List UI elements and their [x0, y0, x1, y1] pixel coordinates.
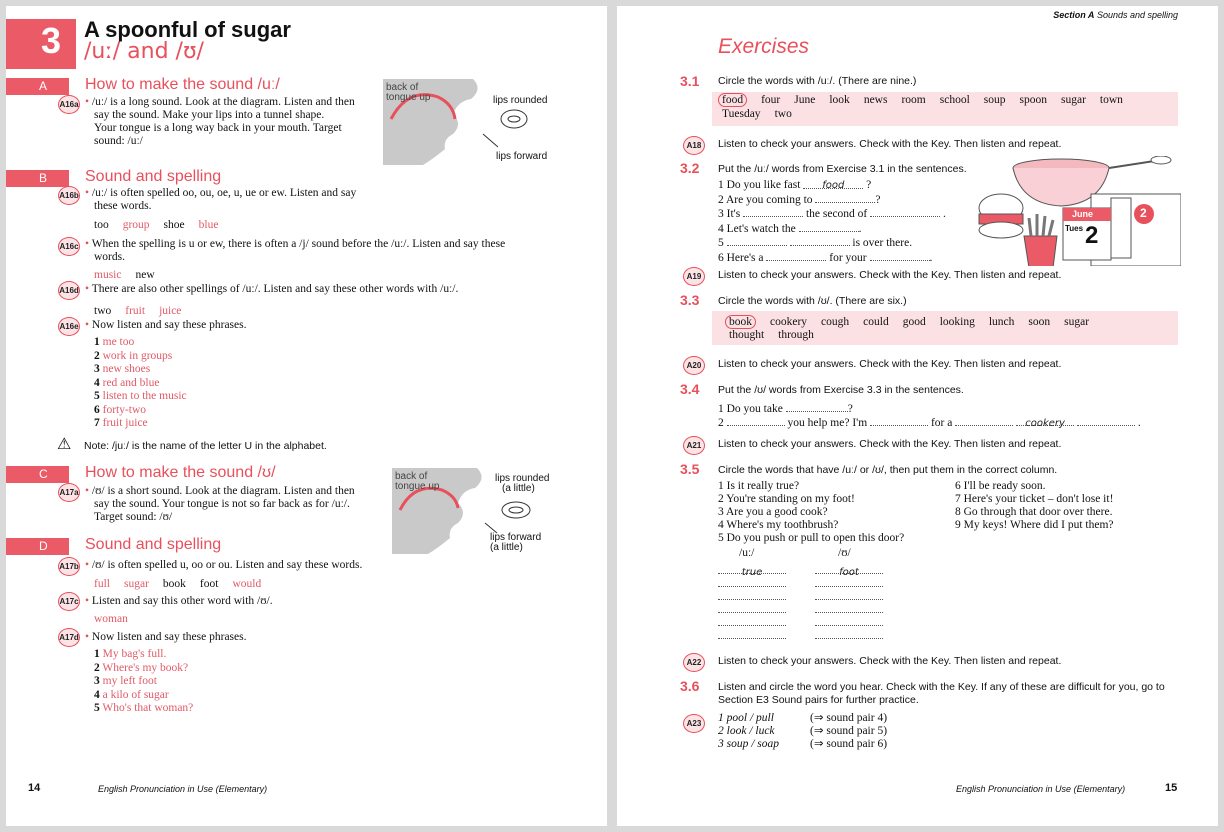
text-line: There are also other spellings of /uː/. Listen and say these other words with /uː/. [91, 283, 459, 295]
audio-badge[interactable]: A17a [58, 483, 80, 502]
phrase: My bag's full. [102, 648, 167, 660]
diagram-label: lips rounded [493, 95, 548, 106]
answer-field[interactable] [727, 416, 785, 426]
word: woman [94, 613, 128, 625]
word: foot [199, 578, 219, 590]
sentence-text: ? [847, 403, 853, 415]
handwritten-answer: foot [839, 567, 859, 578]
word: group [122, 219, 150, 231]
word[interactable]: could [863, 316, 889, 328]
word: full [94, 578, 110, 590]
audio-badge[interactable]: A16a [58, 95, 80, 114]
answer-field[interactable] [799, 222, 859, 232]
sentence-text: you help me? I'm [787, 417, 868, 429]
word[interactable]: through [778, 329, 814, 341]
listen-text: Listen to check your answers. Check with the Key. Then listen and repeat. [718, 269, 1062, 281]
sentence-item[interactable]: 7 Here's your ticket – don't lose it! [955, 493, 1114, 505]
text-line: /ʊ/ is often spelled u, oo or ou. Listen and say these words. [91, 559, 363, 571]
sentence-list [718, 402, 1141, 430]
audio-badge[interactable]: A18 [683, 136, 705, 155]
diagram-label: back of [395, 471, 428, 482]
answer-field[interactable] [815, 600, 883, 613]
exercise-illustration [961, 156, 1181, 266]
sound-pair-link[interactable]: (⇒ sound pair 5) [810, 725, 888, 737]
left-page [6, 6, 607, 826]
warning-icon: ⚠ [57, 436, 72, 453]
text-line: When the spelling is u or ew, there is often a /j/ sound before the /uː/. Listen and say these [91, 238, 506, 250]
answer-field[interactable] [718, 562, 786, 578]
exercise-number: 3.2 [680, 160, 700, 176]
text-line: Now listen and say these phrases. [91, 631, 247, 643]
sentence-text: for your [829, 251, 867, 264]
section-letter: A [39, 79, 48, 93]
answer-field[interactable] [718, 600, 786, 613]
word: fruit [125, 305, 146, 317]
listen-text: Listen to check your answers. Check with the Key. Then listen and repeat. [718, 138, 1062, 150]
answer-field[interactable] [803, 179, 863, 189]
word[interactable]: thought [729, 329, 765, 341]
sentence-item[interactable]: 5 Do you push or pull to open this door? [718, 532, 905, 544]
diagram-label: (a little) [502, 483, 535, 494]
word-row [718, 94, 1137, 107]
sentence-text: 1 Do you take [718, 403, 783, 415]
audio-badge[interactable]: A16e [58, 317, 80, 336]
text-line: /uː/ is often spelled oo, ou, oe, u, ue or ew. Listen and say [91, 187, 357, 199]
text-line: Listen and say this other word with /ʊ/. [91, 595, 273, 607]
answer-field[interactable] [1016, 416, 1074, 429]
sentence-list [718, 179, 946, 265]
word: two [94, 305, 112, 317]
phrase-list: 1 My bag's full. 2 Where's my book? 3 my left foot 4 a kilo of sugar 5 Who's that woman? [94, 648, 194, 714]
exercise-number: 3.4 [680, 381, 700, 397]
unit-subtitle: /uː/ and /ʊ/ [84, 39, 204, 64]
listen-text: Listen to check your answers. Check with the Key. Then listen and repeat. [718, 655, 1062, 667]
word[interactable]: sugar [1060, 94, 1086, 106]
sentence-text: . [858, 222, 862, 235]
word[interactable]: looking [939, 316, 975, 328]
column-head: /uː/ [739, 547, 755, 559]
word[interactable]: school [939, 94, 970, 106]
answer-field[interactable] [815, 193, 875, 203]
page-number: 14 [28, 782, 41, 794]
phrase: forty-two [102, 403, 147, 416]
phrase: fruit juice [102, 417, 148, 429]
answer-field[interactable] [718, 626, 786, 639]
footer-title: English Pronunciation in Use (Elementary) [956, 784, 1126, 794]
text-line: say the sound. Your tongue is not so far back as for /uː/. [94, 498, 350, 510]
word[interactable]: soup [983, 94, 1006, 106]
section-d-tab [6, 538, 69, 555]
text-line: these words. [94, 200, 152, 212]
text-line: say the sound. Make your lips into a tunnel shape. [94, 109, 325, 121]
handwritten-answer: true [741, 567, 763, 578]
right-page [617, 6, 1218, 826]
audio-badge[interactable]: A16c [58, 237, 80, 256]
word[interactable]: good [902, 316, 926, 328]
audio-badge[interactable]: A20 [683, 356, 705, 375]
header-title: Sounds and spelling [1096, 10, 1178, 20]
sentence-list-left [718, 480, 904, 545]
sentence-item[interactable]: 8 Go through that door over there. [955, 506, 1113, 518]
handwritten-answer: food [822, 180, 845, 191]
instruction: Circle the words that have /uː/ or /ʊ/, then put them in the correct column. [718, 464, 1058, 476]
diagram-label: lips forward [496, 151, 548, 162]
word[interactable]: four [761, 94, 781, 106]
column-head: /ʊ/ [838, 547, 851, 559]
word-list [94, 578, 275, 591]
word[interactable]: news [863, 94, 888, 106]
calendar-day: Tues [1065, 224, 1084, 233]
section-d-heading: Sound and spelling [85, 536, 222, 553]
diagram-u [392, 468, 550, 554]
answer-field[interactable] [815, 587, 883, 600]
instruction [718, 681, 1165, 707]
diagram-uu [383, 79, 548, 165]
word[interactable]: room [901, 94, 926, 106]
section-letter: D [39, 539, 48, 553]
audio-badge[interactable]: A22 [683, 653, 705, 672]
calendar-month: June [1072, 209, 1094, 219]
section-d-b-text: • /ʊ/ is often spelled u, oo or ou. Listen and say these words. [85, 559, 363, 571]
exercise-number: 3.5 [680, 461, 700, 477]
header-section: Section A [1053, 10, 1095, 20]
word-list [94, 305, 195, 318]
instruction: Put the /uː/ words from Exercise 3.1 in the sentences. [718, 163, 967, 175]
phrase: work in groups [102, 349, 173, 362]
diagram-label: (a little) [490, 542, 523, 553]
word[interactable]: book [725, 315, 756, 329]
answer-field[interactable] [870, 251, 930, 261]
word[interactable]: two [774, 108, 792, 120]
section-c-text: • /ʊ/ is a short sound. Look at the diagram. Listen and then say the sound. Your tongue is not so far back as for /uː/. Target sound: /ʊ/ [85, 485, 355, 523]
circle-number: 2 [1140, 206, 1147, 220]
answer-column [815, 562, 885, 639]
word: book [162, 578, 186, 590]
instruction-line: Section E3 Sound pairs for further practice. [718, 694, 919, 706]
audio-badge[interactable]: A16d [58, 281, 80, 300]
sentence-text: the second of [805, 208, 868, 220]
section-b-c-text: • When the spelling is u or ew, there is often a /j/ sound before the /uː/. Listen and say these words. [85, 238, 506, 263]
sentence-text: 6 Here's a [718, 251, 764, 264]
audio-badge[interactable]: A17b [58, 557, 80, 576]
sentence-item[interactable]: 3 Are you a good cook? [718, 506, 828, 518]
answer-field[interactable] [815, 613, 883, 626]
word[interactable]: town [1099, 94, 1123, 106]
sentence-item[interactable]: 2 You're standing on my foot! [718, 493, 855, 505]
note-text: Note: /juː/ is the name of the letter U in the alphabet. [84, 440, 327, 452]
sound-pair-words[interactable]: 2 look / luck [718, 725, 775, 737]
phrase: Where's my book? [102, 661, 189, 674]
phrase-list: 1 me too 2 work in groups 3 new shoes 4 red and blue 5 listen to the music 6 forty-two 7 fruit juice [94, 336, 187, 429]
section-a-tab [6, 78, 69, 95]
text-line: /ʊ/ is a short sound. Look at the diagram. Listen and then [91, 485, 355, 497]
diagram-label: back of [386, 82, 419, 93]
answer-field[interactable] [870, 416, 928, 426]
audio-badge[interactable]: A23 [683, 714, 705, 733]
section-letter: C [39, 467, 48, 481]
exercise-number: 3.1 [680, 73, 700, 89]
sentence-text: 2 Are you coming to [718, 193, 813, 206]
word[interactable]: soon [1028, 316, 1051, 328]
sentence-text: 4 Let's watch the [718, 222, 796, 235]
listen-text: Listen to check your answers. Check with the Key. Then listen and repeat. [718, 438, 1062, 450]
audio-badge[interactable]: A17d [58, 628, 80, 647]
answer-field[interactable] [766, 251, 826, 261]
word-row [725, 316, 1103, 329]
calendar-date: 2 [1085, 222, 1099, 249]
sound-pair-link[interactable]: (⇒ sound pair 4) [810, 712, 888, 724]
word-row [722, 108, 806, 121]
unit-number: 3 [41, 20, 62, 61]
sentence-item[interactable]: 6 I'll be ready soon. [955, 480, 1046, 492]
section-d-c-text: • Listen and say this other word with /ʊ/. [85, 595, 273, 607]
phrase: red and blue [102, 376, 160, 389]
word[interactable]: food [718, 93, 747, 107]
answer-field[interactable] [743, 207, 803, 217]
phrase: my left foot [102, 675, 157, 687]
section-b-heading: Sound and spelling [85, 168, 222, 185]
text-line: Your tongue is a long way back in your mouth. Target [94, 122, 342, 134]
answer-field[interactable] [815, 562, 883, 578]
word-list [94, 269, 169, 282]
phrase: a kilo of sugar [102, 688, 169, 701]
word[interactable]: cookery [770, 316, 808, 328]
page-number: 15 [1165, 782, 1178, 794]
word[interactable]: cough [821, 316, 850, 328]
audio-badge[interactable]: A16b [58, 186, 80, 205]
sentence-text: ? [866, 179, 872, 191]
diagram-label: lips rounded [495, 473, 550, 484]
handwritten-answer: cookery [1025, 418, 1065, 429]
audio-badge[interactable]: A17c [58, 592, 80, 611]
sentence-list-right [955, 480, 1114, 532]
section-a-text: • /uː/ is a long sound. Look at the diagram. Listen and then say the sound. Make your lips into a tunnel shape. Your tongue is a long way back in your mouth. Target sound: /uː/ [85, 96, 355, 147]
section-a-heading: How to make the sound /uː/ [85, 76, 280, 93]
answer-field[interactable] [955, 416, 1013, 426]
word: blue [198, 219, 219, 231]
word: sugar [123, 578, 149, 590]
word[interactable]: look [829, 94, 850, 106]
sound-pair-list [718, 712, 887, 751]
word: juice [159, 305, 182, 317]
answer-field[interactable] [815, 626, 883, 639]
sentence-text: 5 [718, 237, 724, 249]
sentence-text: . [1137, 417, 1141, 429]
text-line: Target sound: /ʊ/ [94, 511, 173, 523]
section-letter: B [39, 171, 48, 185]
word: music [94, 269, 122, 281]
audio-badge[interactable]: A21 [683, 436, 705, 455]
section-d-d-text: • Now listen and say these phrases. [85, 631, 247, 643]
answer-field[interactable] [718, 613, 786, 626]
section-b-tab [6, 170, 69, 187]
text-line: words. [94, 251, 125, 263]
sentence-item[interactable]: 1 Is it really true? [718, 480, 800, 492]
word[interactable]: Tuesday [722, 108, 761, 120]
section-b-e-text: • Now listen and say these phrases. [85, 319, 247, 331]
sentence-text: 3 It's [718, 208, 741, 220]
unit-title: A spoonful of sugar [84, 17, 291, 42]
sentence-text: . [929, 251, 933, 264]
word: new [135, 269, 155, 281]
word-row [729, 329, 828, 342]
word-list [94, 219, 232, 232]
diagram-label: tongue up [386, 92, 431, 103]
listen-text: Listen to check your answers. Check with the Key. Then listen and repeat. [718, 358, 1062, 370]
word[interactable]: June [794, 94, 816, 106]
answer-field[interactable] [718, 587, 786, 600]
exercise-number: 3.3 [680, 292, 700, 308]
answer-column [718, 562, 788, 639]
audio-badge[interactable]: A19 [683, 267, 705, 286]
phrase: new shoes [102, 363, 151, 375]
sentence-text: . [943, 208, 946, 220]
diagram-label: lips forward [490, 532, 542, 543]
diagram-label: tongue up [395, 481, 440, 492]
section-c-heading: How to make the sound /ʊ/ [85, 464, 276, 481]
section-c-tab [6, 466, 69, 483]
instruction: Put the /ʊ/ words from Exercise 3.3 in the sentences. [718, 384, 964, 396]
text-line: Now listen and say these phrases. [91, 319, 247, 331]
sound-pair-words[interactable]: 1 pool / pull [718, 712, 774, 724]
sentence-text: 2 [718, 417, 724, 429]
sentence-item[interactable]: 4 Where's my toothbrush? [718, 519, 839, 531]
answer-field[interactable] [727, 236, 787, 246]
text-line: /uː/ is a long sound. Look at the diagram. Listen and then [91, 96, 355, 108]
word: would [232, 578, 262, 590]
sound-pair-words[interactable]: 3 soup / soap [718, 738, 780, 750]
exercise-number: 3.6 [680, 678, 700, 694]
instruction: Circle the words with /ʊ/. (There are six.) [718, 295, 907, 307]
exercises-title: Exercises [718, 35, 810, 58]
instruction: Circle the words with /uː/. (There are nine.) [718, 75, 917, 87]
word[interactable]: spoon [1019, 94, 1047, 106]
answer-field[interactable] [790, 236, 850, 246]
section-b-d-text: • There are also other spellings of /uː/. Listen and say these other words with /uː/. [85, 283, 459, 295]
word[interactable]: lunch [988, 316, 1015, 328]
sentence-item[interactable]: 9 My keys! Where did I put them? [955, 519, 1114, 531]
word: shoe [163, 219, 185, 231]
sentence-text: for a [930, 417, 953, 429]
phrase: Who's that woman? [102, 702, 194, 714]
phrase: me too [102, 336, 135, 348]
food-calendar-illustration [961, 156, 1181, 266]
answer-field[interactable] [786, 402, 848, 412]
sentence-text: 1 Do you like fast [718, 179, 801, 191]
answer-field[interactable] [1077, 416, 1135, 426]
word: too [94, 219, 109, 231]
running-header [1053, 10, 1178, 20]
answer-field[interactable] [870, 207, 940, 217]
text-line: sound: /uː/ [94, 135, 143, 147]
footer-title: English Pronunciation in Use (Elementary) [98, 784, 268, 794]
sound-pair-link[interactable]: (⇒ sound pair 6) [810, 738, 888, 750]
section-b-text: • /uː/ is often spelled oo, ou, oe, u, ue or ew. Listen and say these words. [85, 187, 357, 212]
sentence-text: ? [875, 193, 881, 206]
phrase: listen to the music [102, 390, 187, 402]
instruction-line: Listen and circle the word you hear. Check with the Key. If any of these are difficult for you, go to [718, 681, 1165, 693]
sentence-text: is over there. [852, 237, 913, 249]
word[interactable]: sugar [1064, 316, 1090, 328]
